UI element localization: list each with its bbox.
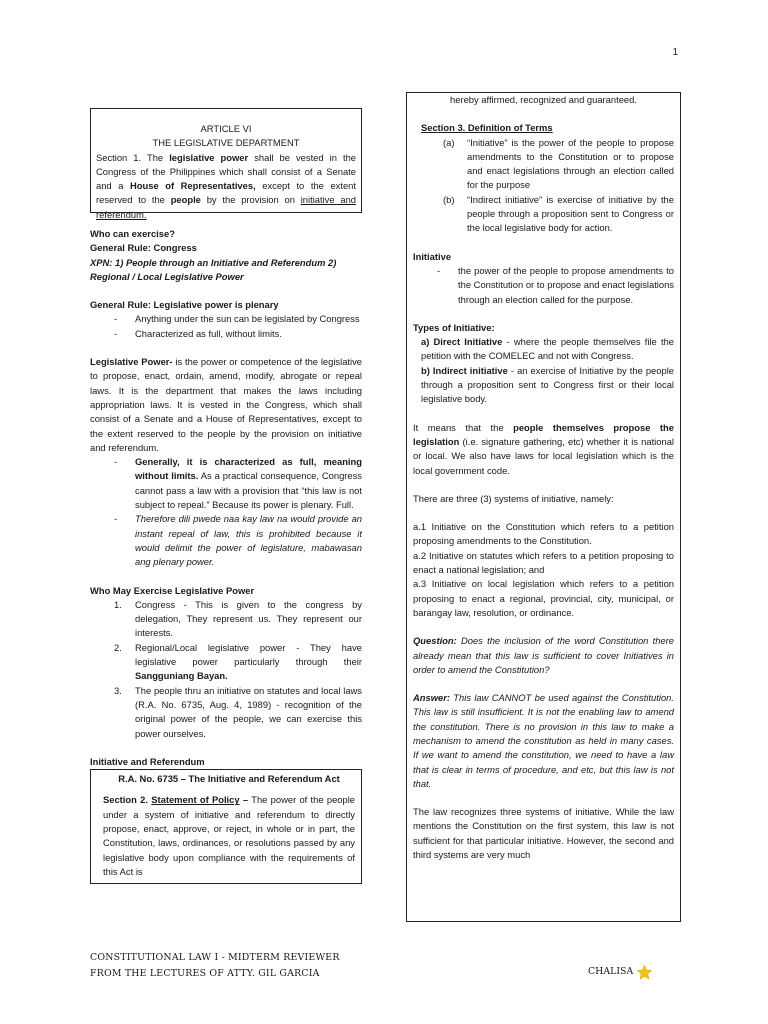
system-item: a.1 Initiative on the Constitution which refers to a petition proposing amendments to the Constitution. (413, 521, 674, 547)
list-item: 2. Regional/Local legislative power - They have legislative power particularly through their Sangguniang Bayan. (114, 641, 362, 682)
ra-box (90, 769, 362, 884)
list-item: 3. The people thru an initiative on statutes and local laws (R.A. No. 6735, Aug. 4, 1989) - recognition of the original power of the people, we can exercise this power ourselves. (114, 684, 362, 739)
list-item: - Characterized as full, without limits. (90, 327, 362, 341)
plenary-list (90, 312, 362, 341)
list-item: - Generally, it is characterized as full, meaning without limits. As a practical consequence, Congress cannot pass a law with a provision that “this law is not subject to repeal.” Because its power is plenary. Full. (90, 455, 362, 512)
types-heading: Types of Initiative: (413, 321, 495, 333)
who-may-list (90, 598, 362, 741)
answer-paragraph: Answer: This law CANNOT be used against the Constitution. This law is still insufficient. It is not the enabling law to amend the constitution. There is no provision in this law to make a mechanism to amend the constitution as held in many cases. If we want to amend the constitution, we need to have a law that is clear in terms of procedure, and etc, but this law is not that. (413, 692, 674, 789)
definition-list (413, 136, 674, 236)
left-column (90, 108, 362, 884)
footer-author (588, 964, 653, 981)
right-column (406, 92, 681, 922)
list-item: (a) “Initiative” is the power of the people to propose amendments to the Constitution or to propose and enact legislations through an election called for the purpose (443, 136, 674, 191)
who-can-rule: General Rule: Congress (90, 242, 197, 254)
question-paragraph: Question: Does the inclusion of the word Constitution there already mean that this law is sufficient to cover Initiatives in order to amend the Constitution? (413, 635, 674, 675)
page-number: 1 (672, 47, 678, 58)
types-block (413, 335, 674, 406)
article-subtitle: THE LEGISLATIVE DEPARTMENT (152, 137, 300, 149)
system-item: a.2 Initiative on statutes which refers to a petition proposing to enact a national legislation; and (413, 549, 674, 576)
systems-intro: There are three (3) systems of initiative, namely: (413, 492, 614, 504)
initiative-heading: Initiative (413, 250, 452, 262)
author-name: CHALISA (588, 966, 634, 978)
list-item: - Therefore dili pwede naa kay law na would provide an instant repeal of law, this is prohibited because it would delimit the power of legislature, mabawasan ang plenary power. (90, 512, 362, 569)
section-2-continued: hereby affirmed, recognized and guaranteed. (450, 94, 637, 105)
list-item: (b) “Indirect initiative” is exercise of initiative by the people through a proposition sent to Congress or the local legislative body for action. (443, 193, 674, 234)
article-title: ARTICLE VI (200, 123, 252, 134)
article-box (90, 108, 362, 220)
direct-initiative: a) Direct Initiative - where the people themselves file the petition with the COMELEC and not with Congress. (421, 336, 674, 362)
who-can-heading: Who can exercise? (90, 228, 175, 239)
who-may-heading: Who May Exercise Legislative Power (90, 584, 255, 596)
legislative-power-list (90, 455, 362, 569)
section-2-text: Section 2. Statement of Policy – The power of the people under a system of initiative and referendum to directly propose, enact, approve, or reject, in whole or in part, the Constitution, laws, ordinances, or resolutions passed by any legislative body upon compliance with the requirements of this Act is (103, 794, 356, 877)
footer (90, 950, 340, 982)
who-can-xpn: XPN: 1) People through an Initiative and Referendum 2) Regional / Local Legislative Power (90, 256, 337, 282)
means-paragraph: It means that the people themselves propose the legislation (i.e. signature gathering, etc) whether it is national or local. We also have laws for local legislation which is the local government code. (413, 421, 674, 476)
star-icon (636, 964, 653, 981)
list-item: 1. Congress - This is given to the congress by delegation, They represent us. They represent our interests. (114, 598, 362, 639)
system-item: a.3 Initiative on local legislation which refers to a petition proposing to enact a regional, provincial, city, municipal, or barangay law, resolution, or ordinance. (413, 578, 674, 618)
closing-paragraph: The law recognizes three systems of initiative. While the law mentions the Constitution on the first system, this law is not sufficient for that particular initiative. However, the second and third systems are very much (413, 806, 674, 861)
footer-line-2: FROM THE LECTURES OF ATTY. GIL GARCIA (90, 968, 320, 979)
list-item: - Anything under the sun can be legislated by Congress (90, 312, 362, 326)
footer-line-1: CONSTITUTIONAL LAW I - MIDTERM REVIEWER (90, 952, 340, 963)
initiative-list (413, 264, 674, 307)
initiative-referendum-heading: Initiative and Referendum (90, 755, 205, 767)
plenary-heading: General Rule: Legislative power is plenary (90, 299, 279, 311)
list-item: - the power of the people to propose amendments to the Constitution or to propose and enact legislations through an election called for the purpose. (413, 264, 674, 307)
ra-title: R.A. No. 6735 – The Initiative and Referendum Act (118, 773, 340, 785)
section-1-text: Section 1. The legislative power shall be vested in the Congress of the Philippines which shall consist of a Senate and a House of Representatives, except to the extent reserved to the people by the provision on initiative and referendum. (96, 151, 357, 220)
legislative-power-definition: Legislative Power- is the power or competence of the legislative to propose, enact, ordain, amend, modify, abrogate or repeal laws. It is the department that makes the laws including appropriation laws. It is vested in the Congress, which shall consist of a Senate and a House of Representatives, except to the extent reserved to the people by the provision on initiative and referendum. (90, 356, 362, 453)
indirect-initiative: b) Indirect initiative - an exercise of Initiative by the people through a proposition sent to Congress first or their local legislative body. (421, 364, 674, 405)
section-3-heading: Section 3. Definition of Terms (421, 122, 553, 134)
